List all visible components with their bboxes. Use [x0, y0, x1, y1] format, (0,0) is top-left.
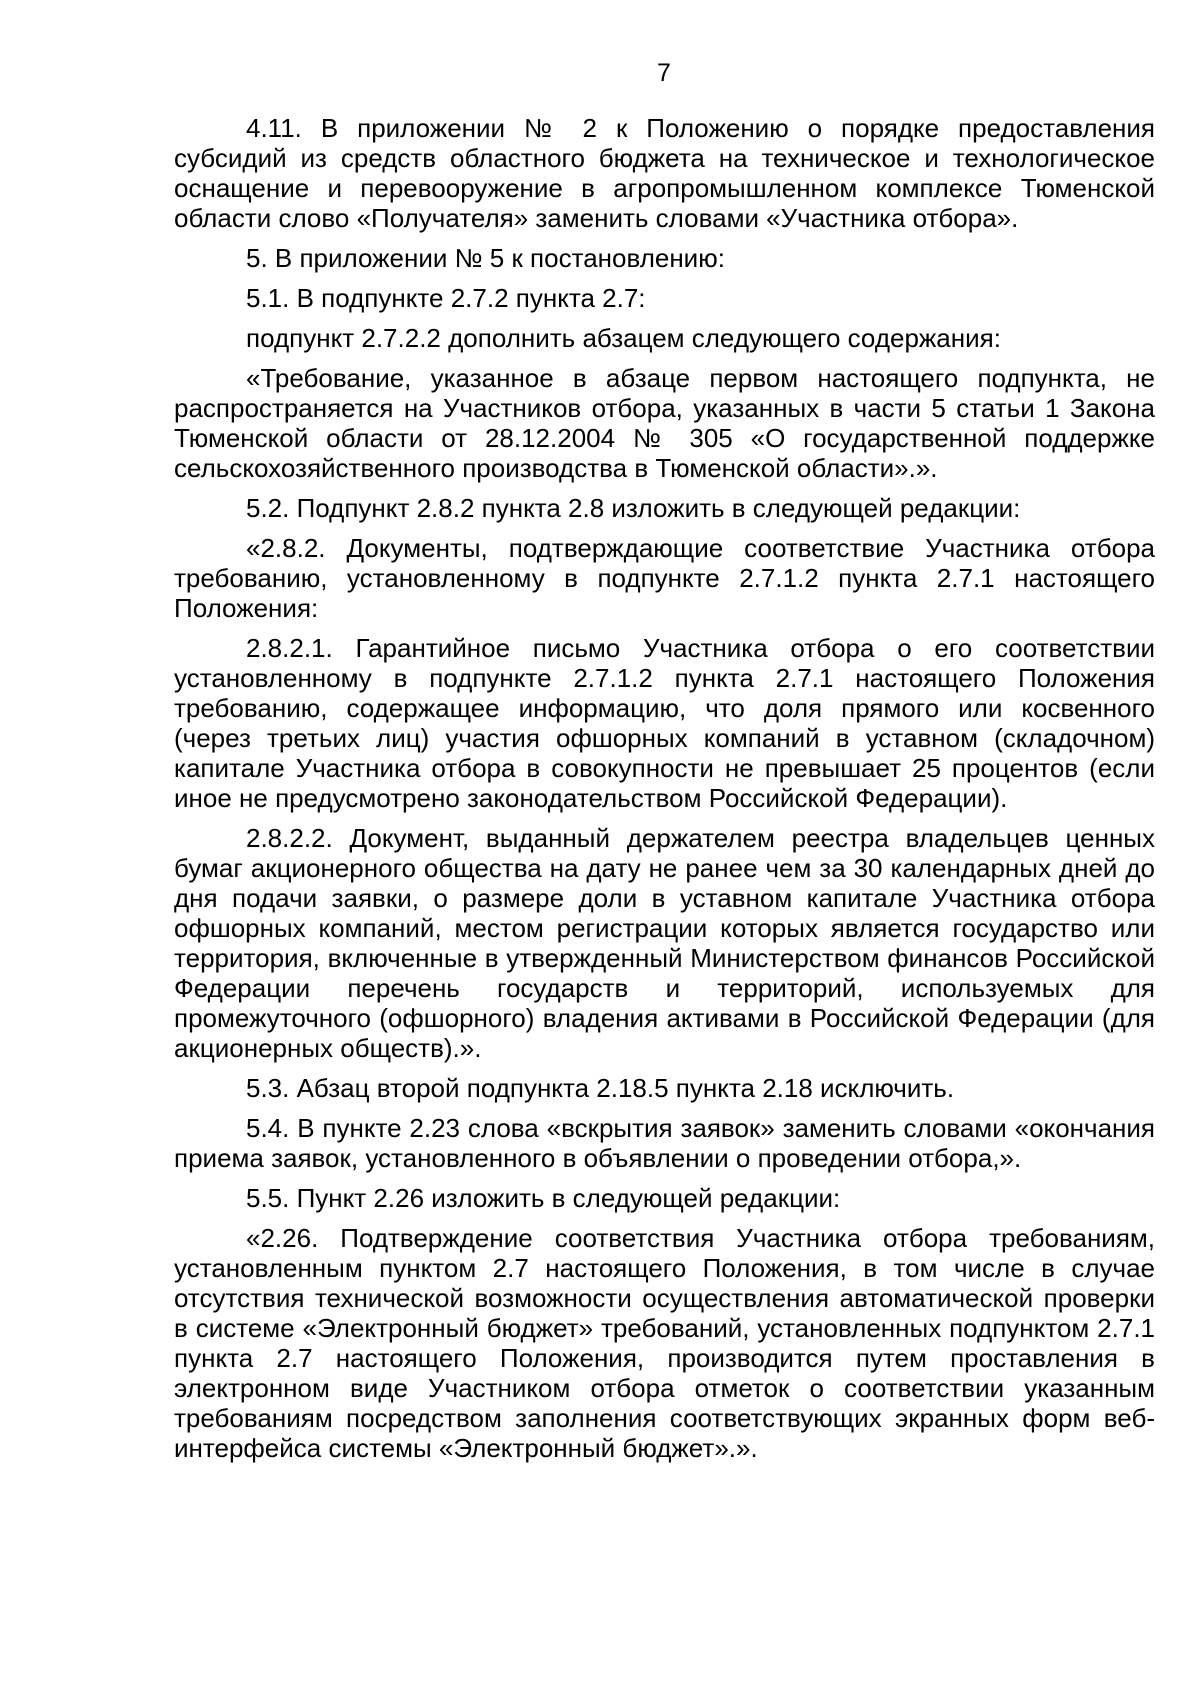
- paragraph-requirement-quote: «Требование, указанное в абзаце первом настоящего подпункта, не распространяется на Участников отбора, указанных в части 5 статьи 1 Закона Тюменской области от 28.12.2004 № 305 «О государственной поддержке сельскохозяйственного производства в Тюменской области».».: [174, 363, 1155, 483]
- paragraph-5-4: 5.4. В пункте 2.23 слова «вскрытия заявок» заменить словами «окончания приема заявок, установленного в объявлении о проведении отбора,».: [174, 1113, 1155, 1173]
- paragraph-2-8-2-1: 2.8.2.1. Гарантийное письмо Участника отбора о его соответствии установленному в подпункте 2.7.1.2 пункта 2.7.1 настоящего Положения требованию, содержащее информацию, что доля прямого или косвенного (через третьих лиц) участия офшорных компаний в уставном (складочном) капитале Участника отбора в совокупности не превышает 25 процентов (если иное не предусмотрено законодательством Российской Федерации).: [174, 633, 1155, 813]
- paragraph-5-1-subitem: подпункт 2.7.2.2 дополнить абзацем следующего содержания:: [246, 323, 1001, 353]
- paragraph-5: 5. В приложении № 5 к постановлению:: [246, 243, 725, 273]
- paragraph-5-2: 5.2. Подпункт 2.8.2 пункта 2.8 изложить в следующей редакции:: [246, 493, 1021, 523]
- paragraph-2-8-2: «2.8.2. Документы, подтверждающие соответствие Участника отбора требованию, установленному в подпункте 2.7.1.2 пункта 2.7.1 настоящего Положения:: [174, 533, 1155, 623]
- paragraph-5-1: 5.1. В подпункте 2.7.2 пункта 2.7:: [246, 283, 646, 313]
- paragraph-2-26: «2.26. Подтверждение соответствия Участника отбора требованиям, установленным пунктом 2.7 настоящего Положения, в том числе в случае отсутствия технической возможности осуществления автоматической проверки в системе «Электронный бюджет» требований, установленных подпунктом 2.7.1 пункта 2.7 настоящего Положения, производится путем проставления в электронном виде Участником отбора отметок о соответствии указанным требованиям посредством заполнения соответствующих экранных форм веб-интерфейса системы «Электронный бюджет».».: [174, 1223, 1155, 1463]
- paragraph-5-5: 5.5. Пункт 2.26 изложить в следующей редакции:: [246, 1183, 841, 1213]
- paragraph-2-8-2-2: 2.8.2.2. Документ, выданный держателем реестра владельцев ценных бумаг акционерного общества на дату не ранее чем за 30 календарных дней до дня подачи заявки, о размере доли в уставном капитале Участника отбора офшорных компаний, местом регистрации которых является государство или территория, включенные в утвержденный Министерством финансов Российской Федерации перечень государств и территорий, используемых для промежуточного (офшорного) владения активами в Российской Федерации (для акционерных обществ).».: [174, 823, 1155, 1063]
- page-number: 7: [657, 59, 671, 87]
- paragraph-4-11: 4.11. В приложении № 2 к Положению о порядке предоставления субсидий из средств областного бюджета на техническое и технологическое оснащение и перевооружение в агропромышленном комплексе Тюменской области слово «Получателя» заменить словами «Участника отбора».: [174, 113, 1155, 233]
- paragraph-5-3: 5.3. Абзац второй подпункта 2.18.5 пункта 2.18 исключить.: [246, 1073, 955, 1103]
- document-body: [174, 113, 1155, 1473]
